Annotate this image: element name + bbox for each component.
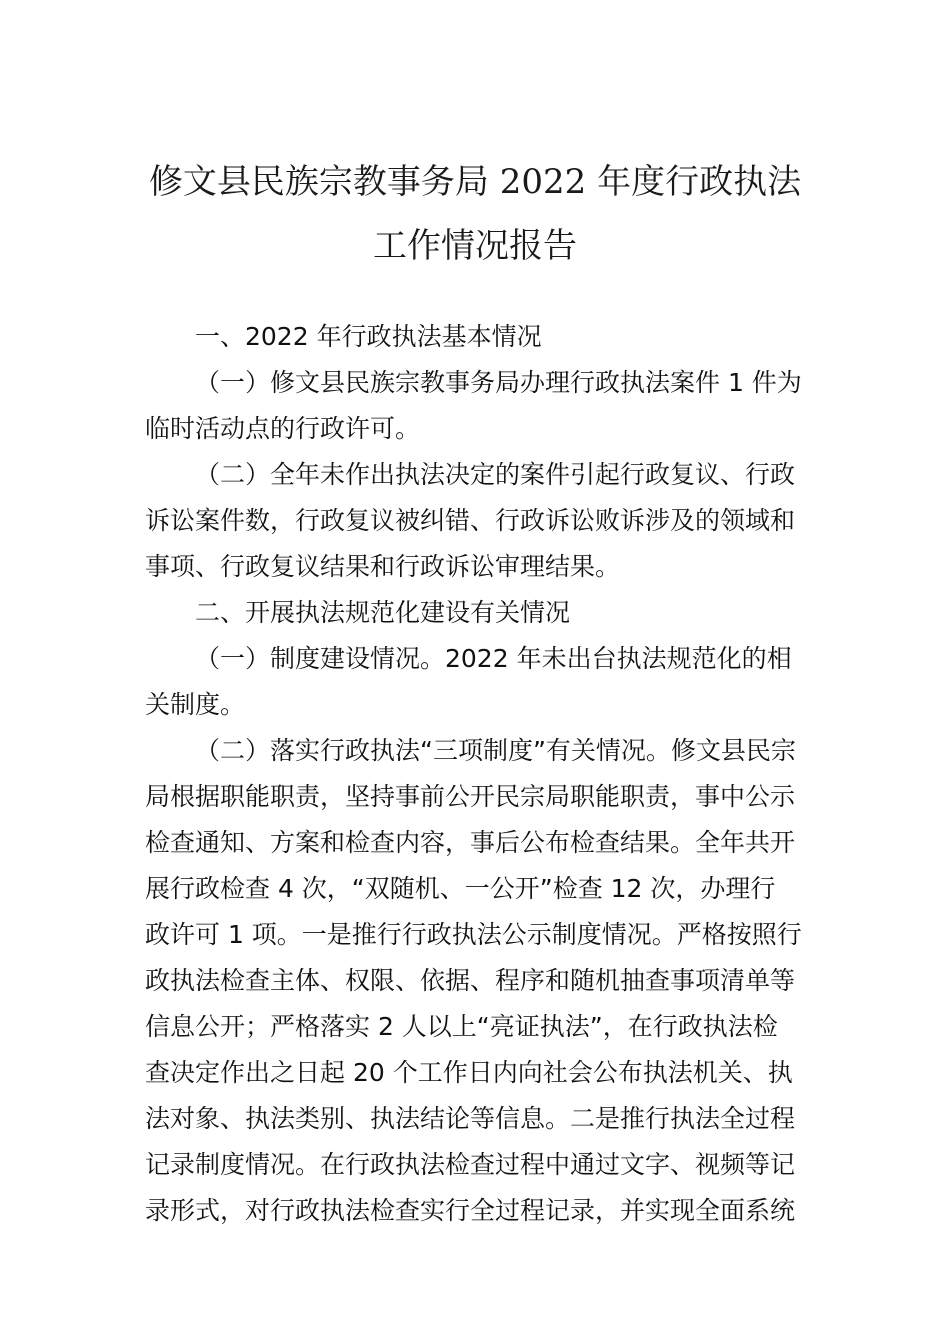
- section-heading-1: 一、2022 年行政执法基本情况: [195, 322, 542, 351]
- section-heading-2: 二、开展执法规范化建设有关情况: [195, 598, 571, 627]
- paragraph-line: 展行政检查 4 次，“双随机、一公开”检查 12 次，办理行: [145, 874, 776, 903]
- document-title-line-2: 工作情况报告: [373, 226, 577, 266]
- paragraph-line: 事项、行政复议结果和行政诉讼审理结果。: [145, 552, 621, 581]
- paragraph-line: 关制度。: [145, 690, 246, 719]
- paragraph-line: 录形式，对行政执法检查实行全过程记录，并实现全面系统: [145, 1196, 796, 1225]
- paragraph-line: 查决定作出之日起 20 个工作日内向社会公布执法机关、执: [145, 1058, 793, 1087]
- paragraph-line: 局根据职能职责，坚持事前公开民宗局职能职责，事中公示: [145, 782, 796, 811]
- paragraph-line: （二）落实行政执法“三项制度”有关情况。修文县民宗: [195, 736, 796, 765]
- paragraph-line: 检查通知、方案和检查内容，事后公布检查结果。全年共开: [145, 828, 796, 857]
- paragraph-line: 记录制度情况。在行政执法检查过程中通过文字、视频等记: [145, 1150, 796, 1179]
- paragraph-line: 政执法检查主体、权限、依据、程序和随机抽查事项清单等: [145, 966, 796, 995]
- paragraph-line: （一）修文县民族宗教事务局办理行政执法案件 1 件为: [195, 368, 802, 397]
- paragraph-line: 临时活动点的行政许可。: [145, 414, 421, 443]
- paragraph-line: 诉讼案件数，行政复议被纠错、行政诉讼败诉涉及的领域和: [145, 506, 796, 535]
- paragraph-line: 政许可 1 项。一是推行行政执法公示制度情况。严格按照行: [145, 920, 802, 949]
- paragraph-line: （一）制度建设情况。2022 年未出台执法规范化的相: [195, 644, 792, 673]
- paragraph-line: （二）全年未作出执法决定的案件引起行政复议、行政: [195, 460, 796, 489]
- paragraph-line: 信息公开；严格落实 2 人以上“亮证执法”，在行政执法检: [145, 1012, 778, 1041]
- document-title-line-1: 修文县民族宗教事务局 2022 年度行政执法: [148, 162, 802, 202]
- paragraph-line: 法对象、执法类别、执法结论等信息。二是推行执法全过程: [145, 1104, 796, 1133]
